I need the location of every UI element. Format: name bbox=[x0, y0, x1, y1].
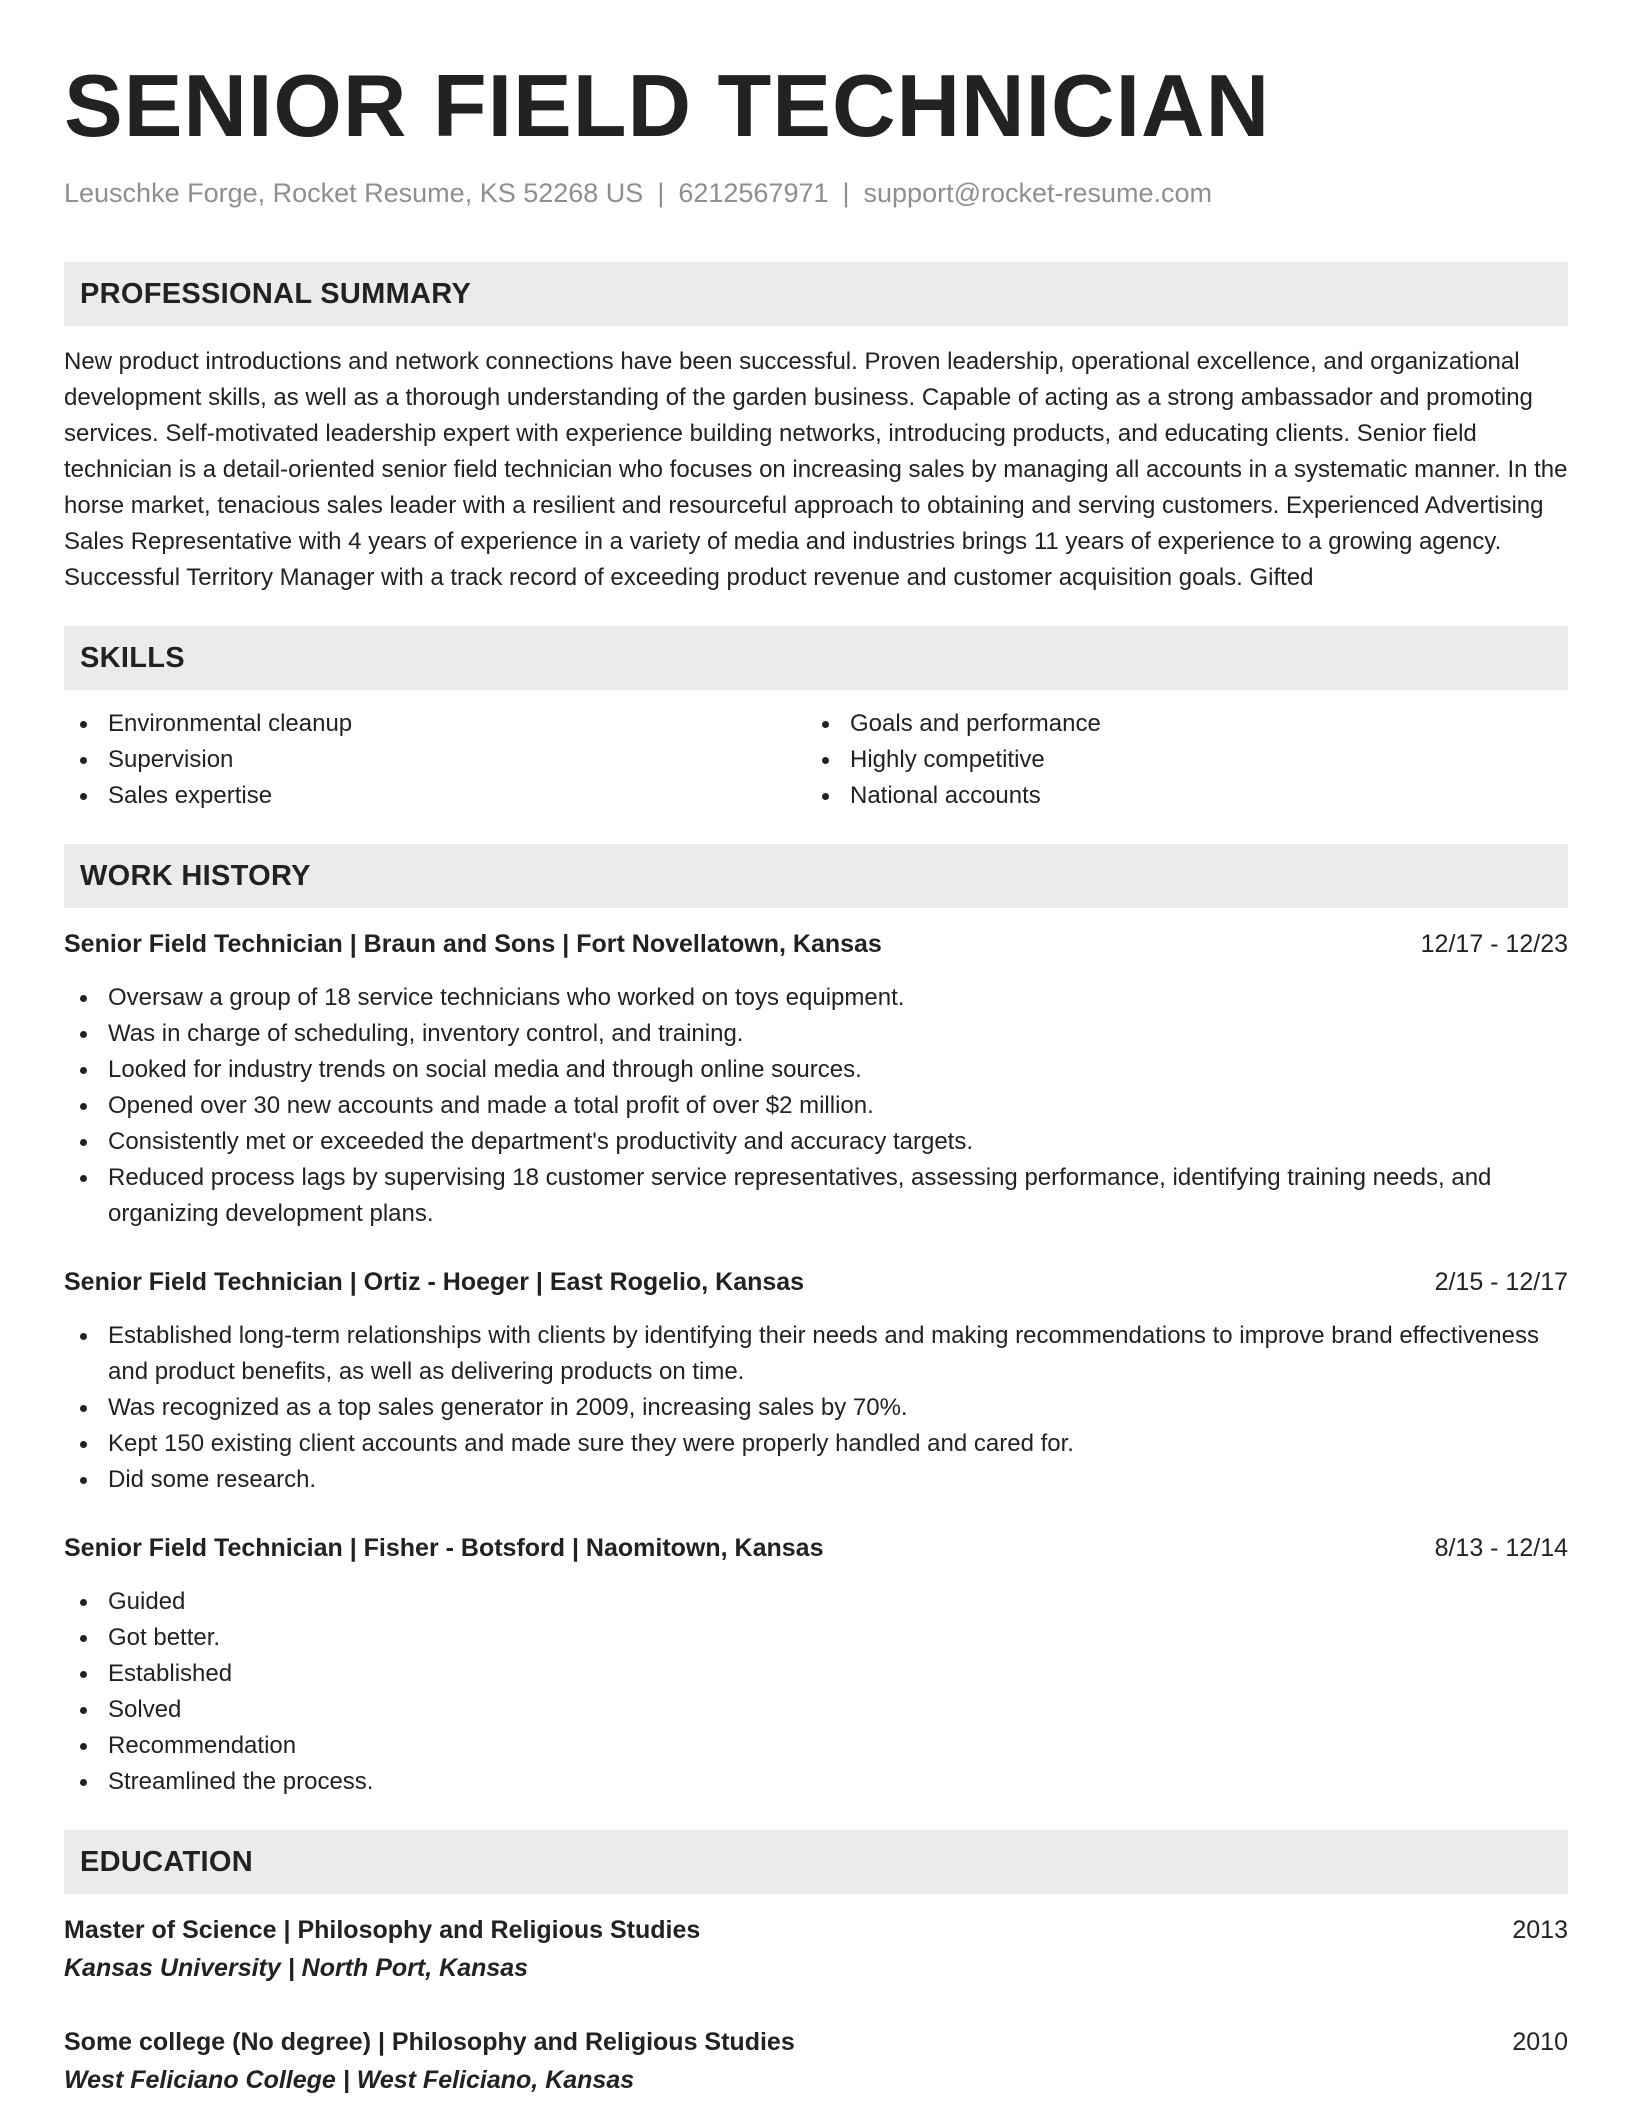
resume-name: SENIOR FIELD TECHNICIAN bbox=[64, 56, 1271, 155]
contact-separator: | bbox=[657, 178, 665, 208]
contact-phone: 6212567971 bbox=[678, 178, 829, 208]
contact-address: Leuschke Forge, Rocket Resume, KS 52268 US bbox=[64, 178, 644, 208]
job-bullet: Streamlined the process. bbox=[64, 1764, 1568, 1800]
job-bullet: Got better. bbox=[64, 1620, 1568, 1656]
skills-column-left bbox=[64, 706, 806, 814]
job-bullet: Solved bbox=[64, 1692, 1568, 1728]
work-section-title: WORK HISTORY bbox=[80, 859, 311, 892]
job-bullet: Established bbox=[64, 1656, 1568, 1692]
education-header bbox=[64, 2024, 1568, 2060]
job-bullet: Kept 150 existing client accounts and made sure they were properly handled and cared for. bbox=[64, 1426, 1568, 1462]
skill-item: Supervision bbox=[64, 742, 806, 778]
job-header bbox=[64, 1264, 1568, 1300]
job-bullet: Reduced process lags by supervising 18 customer service representatives, assessing performance, identifying training needs, and organizing development plans. bbox=[64, 1160, 1568, 1232]
job-dates: 2/15 - 12/17 bbox=[1434, 1268, 1568, 1296]
job-entry bbox=[64, 1264, 1568, 1498]
education-year: 2013 bbox=[1512, 1916, 1568, 1944]
education-header bbox=[64, 1912, 1568, 1948]
education-degree: Some college (No degree) | Philosophy and Religious Studies bbox=[64, 2028, 795, 2056]
job-bullet: Did some research. bbox=[64, 1462, 1568, 1498]
job-bullet: Oversaw a group of 18 service technicians who worked on toys equipment. bbox=[64, 980, 1568, 1016]
education-degree: Master of Science | Philosophy and Religious Studies bbox=[64, 1916, 701, 1944]
education-entry bbox=[64, 2024, 1568, 2098]
job-dates: 8/13 - 12/14 bbox=[1434, 1534, 1568, 1562]
summary-section-header bbox=[64, 262, 1568, 326]
skills-section-header bbox=[64, 626, 1568, 690]
education-school: Kansas University | North Port, Kansas bbox=[64, 1954, 529, 1982]
job-title: Senior Field Technician | Ortiz - Hoeger | East Rogelio, Kansas bbox=[64, 1268, 805, 1296]
job-bullet: Recommendation bbox=[64, 1728, 1568, 1764]
job-title: Senior Field Technician | Fisher - Botsford | Naomitown, Kansas bbox=[64, 1534, 824, 1562]
job-header bbox=[64, 926, 1568, 962]
job-bullet: Looked for industry trends on social media and through online sources. bbox=[64, 1052, 1568, 1088]
contact-email[interactable]: support@rocket-resume.com bbox=[863, 178, 1213, 208]
education-school: West Feliciano College | West Feliciano, Kansas bbox=[64, 2066, 635, 2094]
skill-item: National accounts bbox=[806, 778, 1548, 814]
job-bullet: Was recognized as a top sales generator in 2009, increasing sales by 70%. bbox=[64, 1390, 1568, 1426]
skill-item: Environmental cleanup bbox=[64, 706, 806, 742]
job-entry bbox=[64, 1530, 1568, 1800]
contact-separator: | bbox=[842, 178, 850, 208]
skills-section-title: SKILLS bbox=[80, 641, 185, 674]
job-bullets bbox=[64, 980, 1568, 1232]
job-bullet: Guided bbox=[64, 1584, 1568, 1620]
job-bullet: Established long-term relationships with clients by identifying their needs and making recommendations to improve brand effectiveness and product benefits, as well as delivering products on time. bbox=[64, 1318, 1568, 1390]
job-bullets bbox=[64, 1318, 1568, 1498]
skill-item: Goals and performance bbox=[806, 706, 1548, 742]
job-entry bbox=[64, 926, 1568, 1232]
work-section-header bbox=[64, 844, 1568, 908]
summary-text: New product introductions and network connections have been successful. Proven leadership, operational excellence, and organizational development skills, as well as a thorough understanding of the garden business. Capable of acting as a strong ambassador and promoting services. Self-motivated leadership expert with experience building networks, introducing products, and educating clients. Senior field technician is a detail-oriented senior field technician who focuses on increasing sales by managing all accounts in a systematic manner. In the horse market, tenacious sales leader with a resilient and resourceful approach to obtaining and serving customers. Experienced Advertising Sales Representative with 4 years of experience in a variety of media and industries brings 11 years of experience to a growing agency. Successful Territory Manager with a track record of exceeding product revenue and customer acquisition goals. Gifted bbox=[64, 348, 1568, 591]
summary-section-title: PROFESSIONAL SUMMARY bbox=[80, 277, 472, 310]
job-header bbox=[64, 1530, 1568, 1566]
job-dates: 12/17 - 12/23 bbox=[1420, 930, 1568, 958]
job-title: Senior Field Technician | Braun and Sons | Fort Novellatown, Kansas bbox=[64, 930, 882, 958]
job-bullet: Consistently met or exceeded the department's productivity and accuracy targets. bbox=[64, 1124, 1568, 1160]
education-section-header bbox=[64, 1830, 1568, 1894]
contact-line bbox=[64, 176, 1568, 210]
skills-column-right bbox=[806, 706, 1548, 814]
education-year: 2010 bbox=[1512, 2028, 1568, 2056]
education-entry bbox=[64, 1912, 1568, 1986]
job-bullets bbox=[64, 1584, 1568, 1800]
job-bullet: Was in charge of scheduling, inventory control, and training. bbox=[64, 1016, 1568, 1052]
job-bullet: Opened over 30 new accounts and made a total profit of over $2 million. bbox=[64, 1088, 1568, 1124]
skills-list bbox=[64, 706, 1568, 814]
skill-item: Highly competitive bbox=[806, 742, 1548, 778]
skill-item: Sales expertise bbox=[64, 778, 806, 814]
education-section-title: EDUCATION bbox=[80, 1845, 253, 1878]
